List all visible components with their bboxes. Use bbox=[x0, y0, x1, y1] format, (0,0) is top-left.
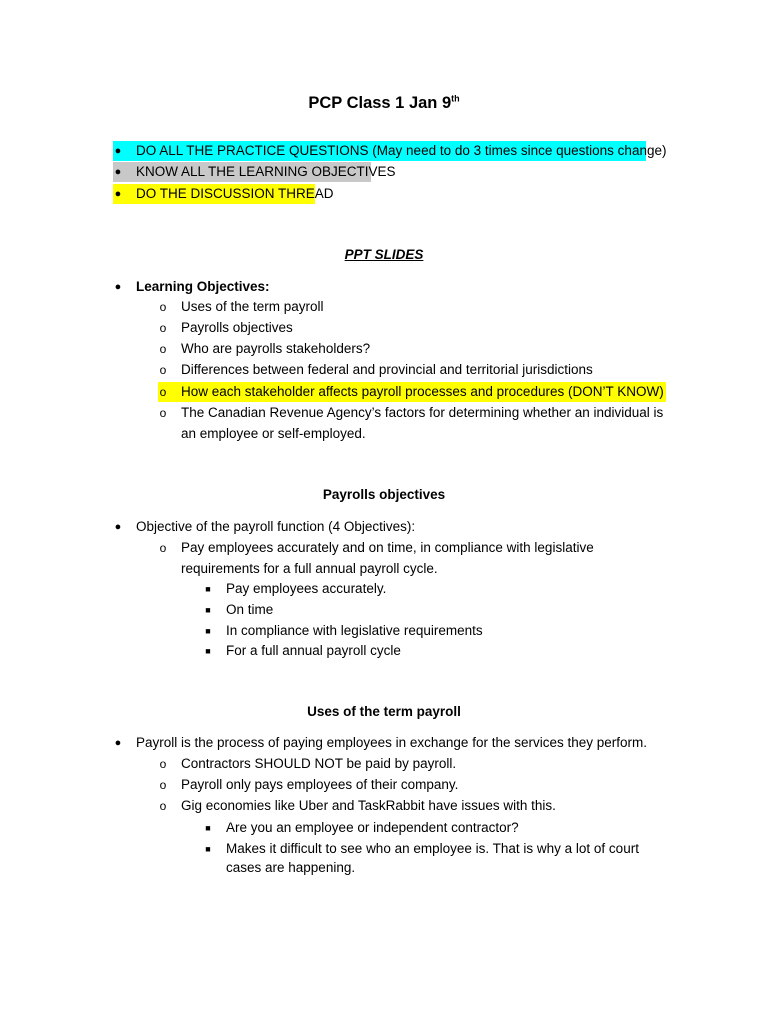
title-superscript: th bbox=[451, 93, 460, 104]
item-text: Uses of the term payroll bbox=[181, 299, 324, 314]
section-heading-uses: Uses of the term payroll bbox=[307, 704, 461, 719]
item-text: The Canadian Revenue Agency’s factors for determining whether an individual is bbox=[181, 405, 664, 420]
section-heading-objectives: Payrolls objectives bbox=[322, 487, 446, 502]
circle-bullet-icon: o bbox=[159, 799, 167, 813]
item-text: Are you an employee or independent contractor? bbox=[226, 820, 519, 835]
item-text: Makes it difficult to see who an employee is. That is why a lot of court bbox=[226, 841, 639, 856]
item-text: Objective of the payroll function (4 Objectives): bbox=[136, 519, 416, 534]
item-text: cases are happening. bbox=[226, 860, 356, 875]
bullet-icon: ● bbox=[114, 521, 122, 533]
item-text: On time bbox=[226, 602, 274, 617]
circle-bullet-icon: o bbox=[159, 757, 167, 771]
item-text: Payrolls objectives bbox=[181, 320, 293, 335]
circle-bullet-icon: o bbox=[159, 342, 167, 356]
circle-bullet-icon: o bbox=[159, 363, 167, 377]
todo-text: KNOW ALL THE LEARNING OBJECTIVES bbox=[136, 164, 396, 179]
item-text: an employee or self-employed. bbox=[181, 426, 366, 441]
item-text: In compliance with legislative requirements bbox=[226, 623, 483, 638]
item-text: Pay employees accurately and on time, in compliance with legislative bbox=[181, 540, 594, 555]
sub-list-item-continuation bbox=[181, 559, 438, 579]
circle-bullet-icon: o bbox=[159, 321, 167, 335]
sub-sub-list-item-continuation bbox=[226, 858, 355, 878]
item-text: Payroll is the process of paying employees in exchange for the services they perform. bbox=[136, 735, 648, 750]
item-text: Contractors SHOULD NOT be paid by payroll. bbox=[181, 756, 457, 771]
learning-objectives-label: Learning Objectives: bbox=[136, 279, 270, 294]
todo-text: DO ALL THE PRACTICE QUESTIONS (May need to do 3 times since questions change) bbox=[136, 143, 667, 158]
square-bullet-icon: ■ bbox=[205, 626, 211, 636]
square-bullet-icon: ■ bbox=[205, 823, 211, 833]
item-text: Payroll only pays employees of their company. bbox=[181, 777, 459, 792]
item-text: Gig economies like Uber and TaskRabbit have issues with this. bbox=[181, 798, 556, 813]
item-text: How each stakeholder affects payroll processes and procedures (DON’T KNOW) bbox=[181, 384, 664, 399]
circle-bullet-icon: o bbox=[159, 300, 167, 314]
item-text: Who are payrolls stakeholders? bbox=[181, 341, 371, 356]
item-text: Pay employees accurately. bbox=[226, 581, 387, 596]
bullet-icon: ● bbox=[114, 281, 122, 293]
page-title bbox=[0, 94, 768, 113]
sub-list-item-continuation bbox=[181, 424, 366, 444]
circle-bullet-icon: o bbox=[159, 541, 167, 555]
square-bullet-icon: ■ bbox=[205, 584, 211, 594]
title-text: PCP Class 1 Jan 9 bbox=[308, 94, 452, 112]
bullet-icon: ● bbox=[114, 166, 122, 178]
bullet-icon: ● bbox=[114, 188, 122, 200]
todo-text: DO THE DISCUSSION THREAD bbox=[136, 186, 334, 201]
bullet-icon: ● bbox=[114, 145, 122, 157]
item-text: requirements for a full annual payroll cycle. bbox=[181, 561, 438, 576]
bullet-icon: ● bbox=[114, 737, 122, 749]
item-text: For a full annual payroll cycle bbox=[226, 643, 401, 658]
circle-bullet-icon: o bbox=[159, 385, 167, 399]
square-bullet-icon: ■ bbox=[205, 605, 211, 615]
circle-bullet-icon: o bbox=[159, 778, 167, 792]
section-heading-ppt: PPT SLIDES bbox=[344, 247, 424, 262]
item-text: Differences between federal and provincial and territorial jurisdictions bbox=[181, 362, 593, 377]
square-bullet-icon: ■ bbox=[205, 844, 211, 854]
circle-bullet-icon: o bbox=[159, 406, 167, 420]
square-bullet-icon: ■ bbox=[205, 646, 211, 656]
